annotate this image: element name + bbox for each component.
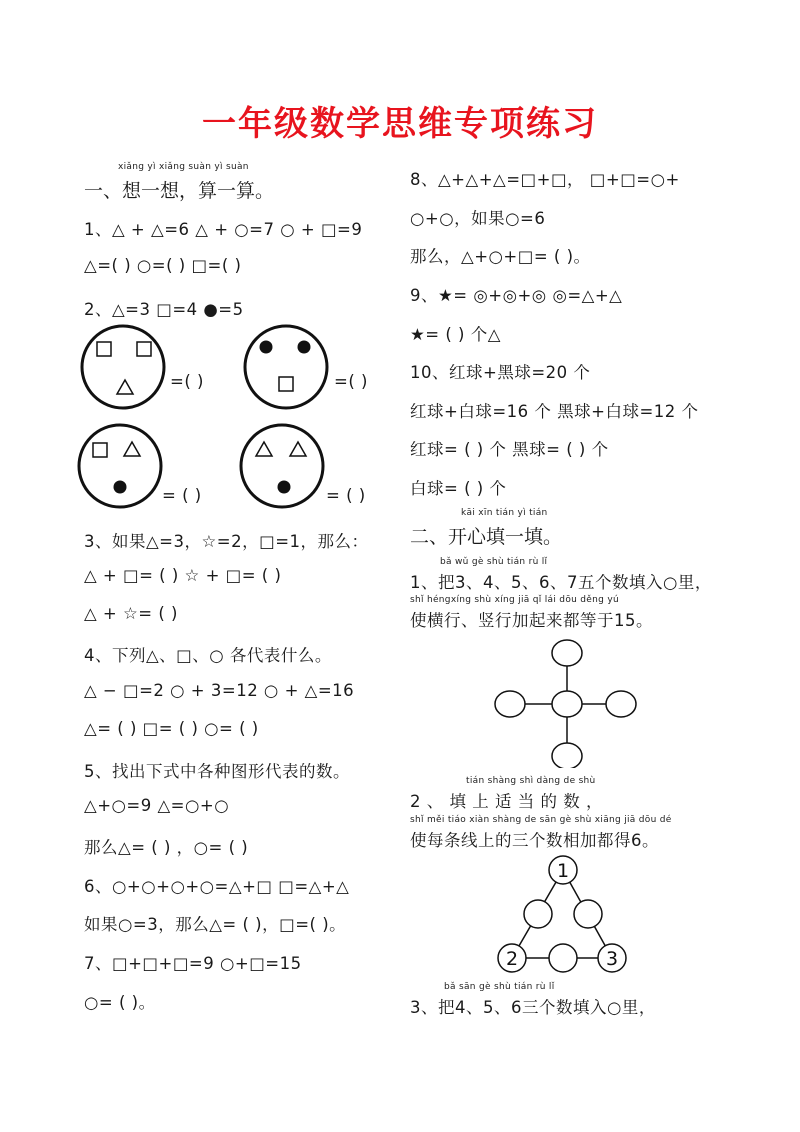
circle-mid-left xyxy=(524,900,552,928)
page-title: 一年级数学思维专项练习 xyxy=(202,104,598,144)
number-1: 1 xyxy=(556,860,570,882)
blank-circle-icon xyxy=(495,691,525,717)
face-d xyxy=(241,425,323,507)
r-q3-pinyin1: bǎ sān gè shù tián rù lǐ xyxy=(444,982,555,992)
q3-line3: △ + ☆= ( ) xyxy=(84,604,178,623)
q9-line2: ★= ( ) 个△ xyxy=(410,325,501,344)
r-q2-line1: 2 、 填 上 适 当 的 数 ， xyxy=(410,792,603,811)
q1-line1: 1、△ + △=6 △ + ○=7 ○ + □=9 xyxy=(84,220,363,239)
triangle-icon xyxy=(124,442,140,456)
r-q2-line2: 使每条线上的三个数相加都得6。 xyxy=(410,831,659,850)
circle-mid-right xyxy=(574,900,602,928)
number-3: 3 xyxy=(605,948,619,970)
blank-circle-icon xyxy=(606,691,636,717)
q2-blank-a: =( ) xyxy=(170,372,204,391)
q5-line1: 5、找出下式中各种图形代表的数。 xyxy=(84,762,350,781)
cross-circle-diagram xyxy=(490,636,640,768)
q10-line1: 10、红球+黑球=20 个 xyxy=(410,363,591,382)
q3-line2: △ + □= ( ) ☆ + □= ( ) xyxy=(84,566,282,585)
q8-line1: 8、△+△+△=□+□， □+□=○+ xyxy=(410,170,680,189)
q10-line4: 白球= ( ) 个 xyxy=(410,479,507,498)
section2-pinyin: kāi xīn tián yì tián xyxy=(461,508,548,518)
q5-line2: △+○=9 △=○+○ xyxy=(84,796,230,815)
q4-line3: △= ( ) □= ( ) ○= ( ) xyxy=(84,719,259,738)
q2-blank-d: = ( ) xyxy=(326,486,366,505)
dot-icon xyxy=(278,481,291,494)
r-q1-pinyin2: shǐ héngxíng shù xíng jiā qǐ lái dōu děng yú xyxy=(410,595,619,605)
blank-circle-icon xyxy=(552,640,582,666)
square-icon xyxy=(93,443,107,457)
q4-line2: △ − □=2 ○ + 3=12 ○ + △=16 xyxy=(84,681,355,700)
r-q2-pinyin2: shǐ měi tiáo xiàn shàng de sān gè shù xiāng jiā dōu dé xyxy=(410,815,672,825)
dot-icon xyxy=(298,341,311,354)
q9-line1: 9、★= ◎+◎+◎ ◎=△+△ xyxy=(410,286,623,305)
dot-icon xyxy=(260,341,273,354)
q5-line3: 那么△= ( ) ，○= ( ) xyxy=(84,838,249,857)
triangle-icon xyxy=(256,442,272,456)
face-a xyxy=(82,326,164,408)
section2-heading: 二、开心填一填。 xyxy=(410,526,563,548)
face-c xyxy=(79,425,161,507)
blank-circle-icon xyxy=(552,691,582,717)
square-icon xyxy=(97,342,111,356)
q10-line2: 红球+白球=16 个 黑球+白球=12 个 xyxy=(410,402,699,421)
q1-line2: △=( ) ○=( ) □=( ) xyxy=(84,256,242,275)
triangle-icon xyxy=(117,380,133,394)
section1-pinyin: xiǎng yì xiǎng suàn yì suàn xyxy=(118,162,249,172)
q8-line2: ○+○，如果○=6 xyxy=(410,209,546,228)
q3-line1: 3、如果△=3，☆=2，□=1，那么： xyxy=(84,532,369,551)
q2-blank-c: = ( ) xyxy=(162,486,202,505)
q8-line3: 那么，△+○+□= ( )。 xyxy=(410,247,591,266)
r-q1-pinyin1: bǎ wǔ gè shù tián rù lǐ xyxy=(440,557,548,567)
circle-bottom-mid xyxy=(549,944,577,972)
q6-line2: 如果○=3，那么△= ( )，□=( )。 xyxy=(84,915,347,934)
q7-line1: 7、□+□+□=9 ○+□=15 xyxy=(84,954,302,973)
triangle-icon xyxy=(290,442,306,456)
triangle-circle-diagram xyxy=(496,852,632,976)
square-icon xyxy=(279,377,293,391)
q2-blank-b: =( ) xyxy=(334,372,368,391)
blank-circle-icon xyxy=(552,743,582,768)
number-2: 2 xyxy=(505,948,519,970)
q6-line1: 6、○+○+○+○=△+□ □=△+△ xyxy=(84,877,350,896)
q10-line3: 红球= ( ) 个 黑球= ( ) 个 xyxy=(410,440,609,459)
r-q1-line2: 使横行、竖行加起来都等于15。 xyxy=(410,611,653,630)
q2-line1: 2、△=3 □=4 ●=5 xyxy=(84,300,244,319)
section1-heading: 一、想一想，算一算。 xyxy=(84,180,275,202)
q4-line1: 4、下列△、□、○ 各代表什么。 xyxy=(84,646,332,665)
q7-line2: ○= ( )。 xyxy=(84,993,156,1012)
square-icon xyxy=(137,342,151,356)
face-b xyxy=(245,326,327,408)
r-q3-line1: 3、把4、5、6三个数填入○里， xyxy=(410,998,656,1017)
r-q2-pinyin1: tián shàng shì dàng de shù xyxy=(466,776,596,786)
dot-icon xyxy=(114,481,127,494)
r-q1-line1: 1、把3、4、5、6、7五个数填入○里， xyxy=(410,573,712,592)
